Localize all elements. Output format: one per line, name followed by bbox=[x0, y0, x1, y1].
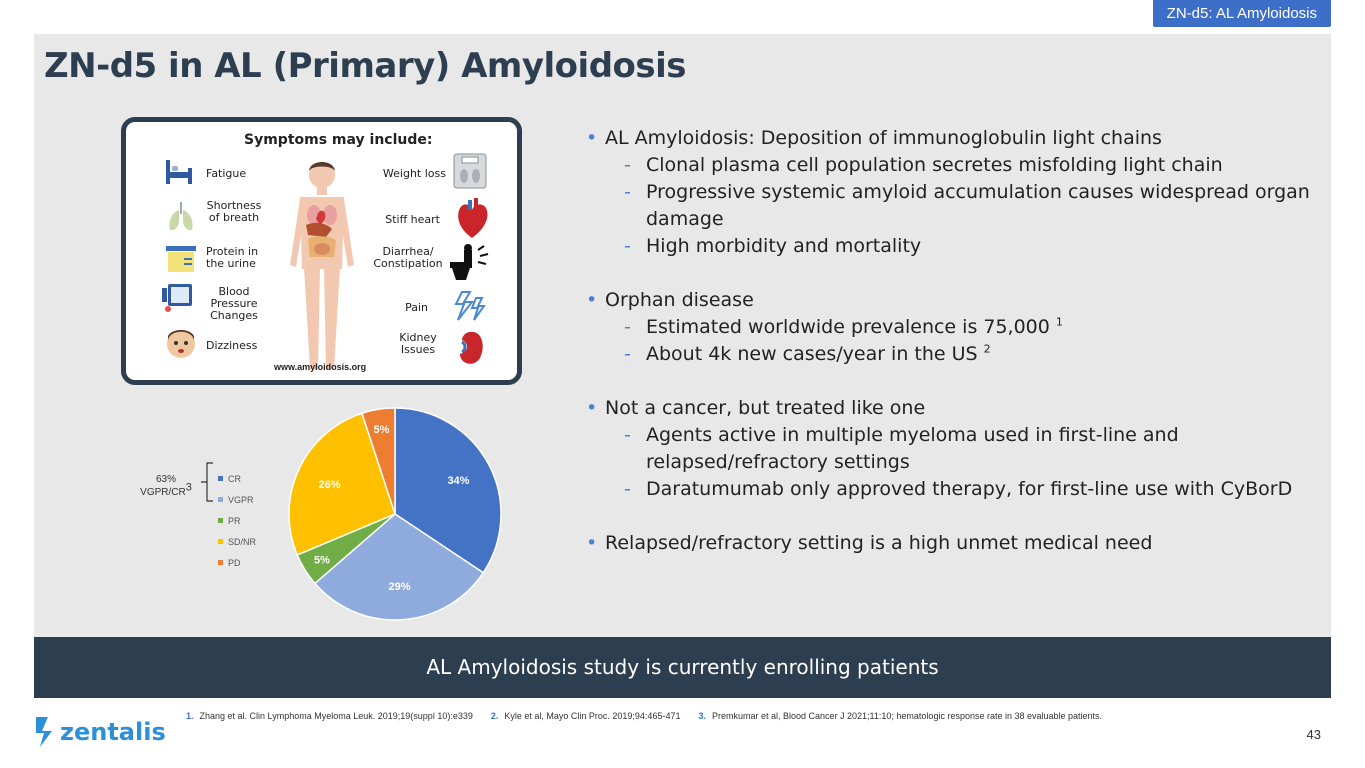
blood-pressure-monitor-icon bbox=[160, 282, 198, 312]
legend-label: CR bbox=[228, 473, 241, 484]
sub-bullet: - Clonal plasma cell population secretes misfolding light chain bbox=[586, 152, 1316, 179]
bullet: • AL Amyloidosis: Deposition of immunoglobulin light chains bbox=[586, 125, 1316, 152]
response-pie-chart bbox=[287, 406, 503, 622]
pie-data-label: 29% bbox=[388, 580, 411, 593]
legend-item bbox=[218, 552, 256, 573]
pie-data-label: 26% bbox=[318, 479, 341, 492]
human-body-organs-icon bbox=[282, 157, 362, 377]
legend-swatch bbox=[218, 560, 223, 565]
legend-bracket bbox=[200, 462, 214, 502]
legend-label: SD/NR bbox=[228, 536, 257, 547]
legend-label: VGPR bbox=[228, 494, 254, 505]
legend-item bbox=[218, 489, 256, 510]
bullet: • Relapsed/refractory setting is a high unmet medical need bbox=[586, 530, 1316, 557]
bullet-list bbox=[586, 125, 1316, 557]
legend-swatch bbox=[218, 476, 223, 481]
legend-swatch bbox=[218, 518, 223, 523]
legend-item bbox=[218, 531, 256, 552]
lungs-icon bbox=[166, 200, 196, 234]
dizzy-face-icon bbox=[164, 326, 198, 360]
symptom-diarrhea-constipation: Diarrhea/ Constipation bbox=[373, 245, 443, 270]
sub-bullet: - Agents active in multiple myeloma used in first-line and relapsed/refractory settings bbox=[586, 422, 1316, 476]
legend-swatch bbox=[218, 539, 223, 544]
sub-bullet: - Progressive systemic amyloid accumulation causes widespread organ damage bbox=[586, 179, 1316, 233]
legend-label: PR bbox=[228, 515, 241, 526]
heart-icon bbox=[454, 198, 490, 240]
enrollment-banner: AL Amyloidosis study is currently enrolling patients bbox=[34, 637, 1331, 698]
bullet: • Not a cancer, but treated like one bbox=[586, 395, 1316, 422]
pain-lightning-icon bbox=[452, 290, 488, 324]
legend-item bbox=[218, 510, 256, 531]
scale-icon bbox=[452, 152, 488, 190]
sub-bullet: - About 4k new cases/year in the US $^2$ bbox=[586, 341, 1316, 368]
bullet: • Orphan disease bbox=[586, 287, 1316, 314]
references bbox=[186, 711, 1102, 721]
symptoms-infographic bbox=[121, 117, 522, 385]
symptom-kidney-issues: Kidney Issues bbox=[399, 331, 437, 356]
pie-data-label: 5% bbox=[313, 554, 330, 567]
reference-2: 2. Kyle et al, Mayo Clin Proc. 2019;94:465-471 bbox=[490, 711, 681, 721]
logo-text: zentalis bbox=[60, 718, 166, 746]
zentalis-logo-mark-icon bbox=[34, 715, 54, 749]
section-tag: ZN-d5: AL Amyloidosis bbox=[1153, 0, 1331, 27]
infographic-source: www.amyloidosis.org bbox=[274, 362, 367, 372]
legend-label: PD bbox=[228, 557, 241, 568]
symptom-blood-pressure: Blood Pressure Changes bbox=[210, 285, 258, 322]
symptom-pain: Pain bbox=[405, 301, 428, 314]
symptom-protein-in-urine: Protein in the urine bbox=[206, 245, 259, 270]
sub-bullet: - Estimated worldwide prevalence is 75,000 $^1$ bbox=[586, 314, 1316, 341]
bed-icon bbox=[164, 156, 194, 186]
urine-cup-icon bbox=[164, 244, 198, 274]
vgpr-cr-annotation: 63% VGPR/$CR^3$ bbox=[140, 474, 192, 498]
symptom-fatigue: Fatigue bbox=[206, 167, 247, 180]
reference-3: 3. Premkumar et al, Blood Cancer J 2021;11:10; hematologic response rate in 38 evaluable patients. bbox=[698, 711, 1103, 721]
slide-title: ZN-d5 in AL (Primary) Amyloidosis bbox=[44, 46, 687, 86]
kidney-icon bbox=[452, 328, 488, 368]
legend-swatch bbox=[218, 497, 223, 502]
pie-data-label: 5% bbox=[373, 424, 390, 437]
symptom-stiff-heart: Stiff heart bbox=[385, 213, 440, 226]
reference-1: 1. Zhang et al. Clin Lymphoma Myeloma Leuk. 2019;19(suppl 10):e339 bbox=[186, 711, 473, 721]
pie-data-label: 34% bbox=[447, 474, 470, 487]
legend-item bbox=[218, 468, 256, 489]
page-number: 43 bbox=[1306, 727, 1321, 742]
zentalis-logo bbox=[34, 715, 166, 749]
citation-superscript: 2 bbox=[983, 342, 991, 356]
toilet-icon bbox=[446, 244, 490, 282]
pie-legend bbox=[218, 468, 256, 573]
citation-superscript: 1 bbox=[1055, 315, 1063, 329]
symptom-dizziness: Dizziness bbox=[206, 339, 258, 352]
sub-bullet: - Daratumumab only approved therapy, for first-line use with CyBorD bbox=[586, 476, 1316, 503]
symptom-weight-loss: Weight loss bbox=[382, 167, 446, 180]
sub-bullet: - High morbidity and mortality bbox=[586, 233, 1316, 260]
infographic-heading: Symptoms may include: bbox=[244, 132, 433, 148]
symptom-shortness-of-breath: Shortness of breath bbox=[206, 199, 262, 224]
